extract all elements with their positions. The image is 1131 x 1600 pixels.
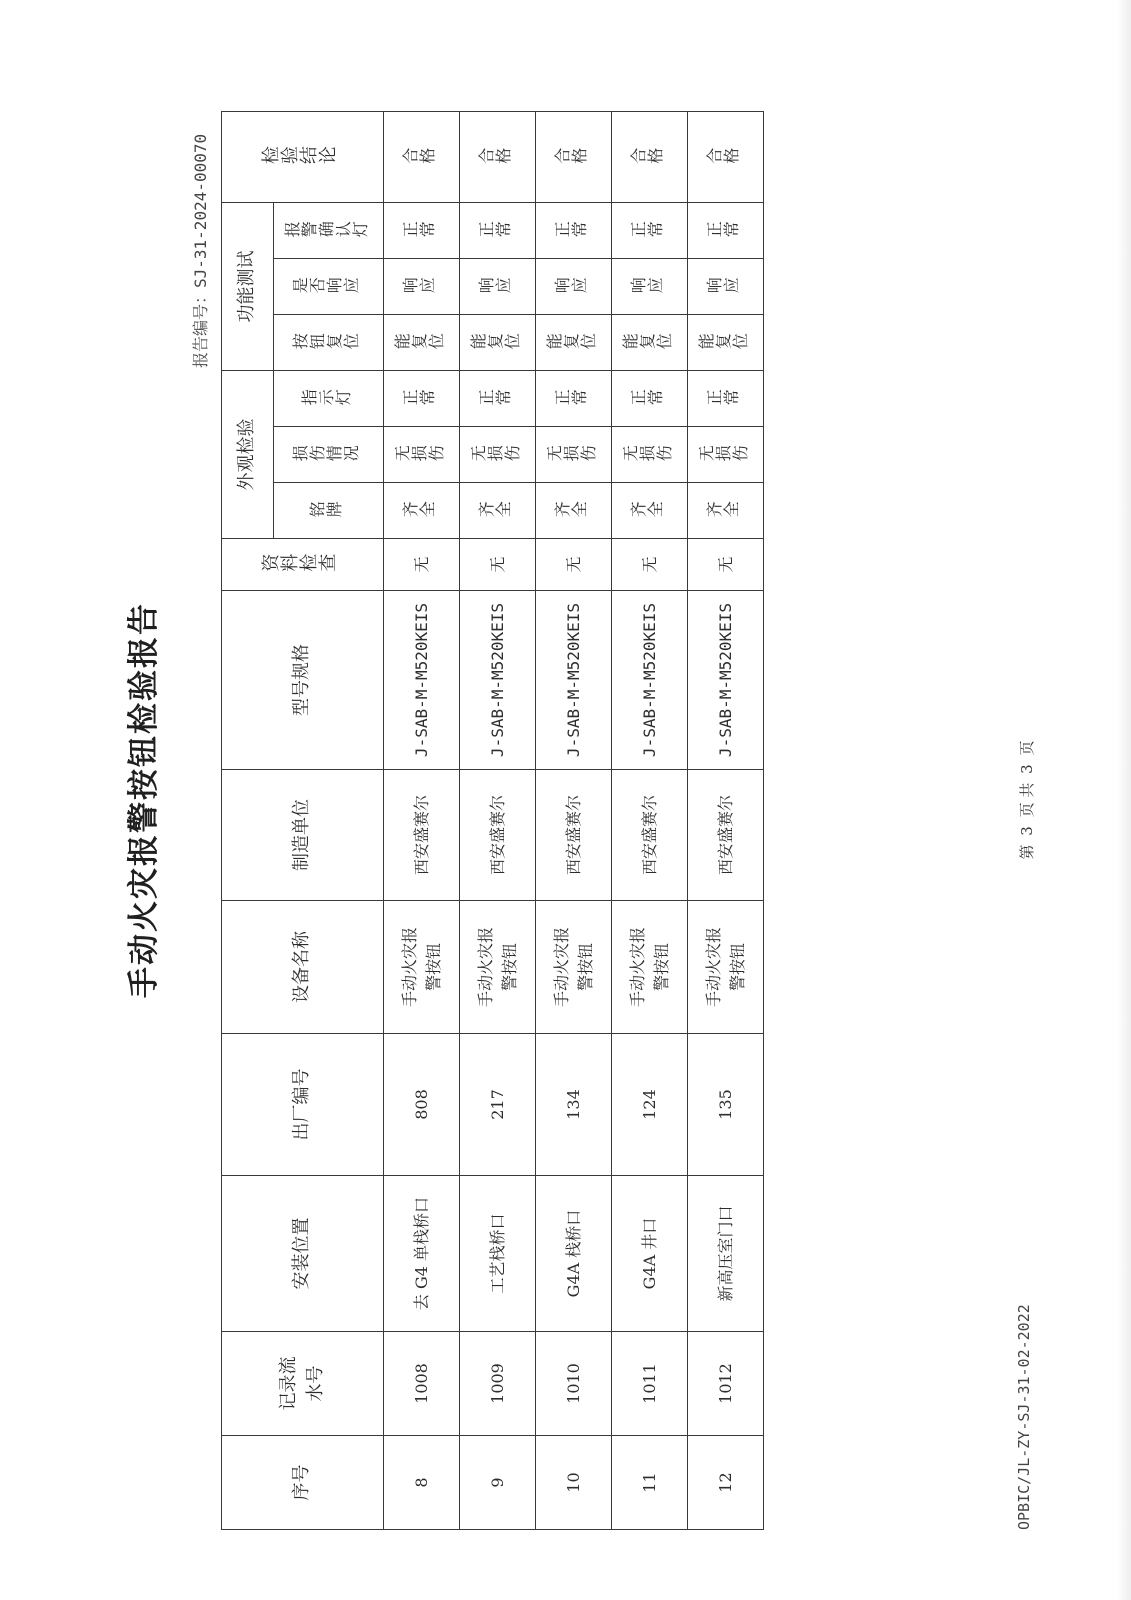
cell-record-no: 1010 xyxy=(536,1332,612,1436)
footer-total: 3 xyxy=(1018,764,1036,774)
table-row xyxy=(384,112,460,1530)
document-code: OPBIC/JL-ZY-SJ-31-02-2022 xyxy=(1015,1304,1033,1530)
header-model: 型号规格 xyxy=(222,591,384,770)
cell-manufacturer: 西安盛赛尔 xyxy=(384,770,460,901)
cell-response: 响应 xyxy=(612,259,688,315)
cell-manufacturer: 西安盛赛尔 xyxy=(688,770,764,901)
cell-model: J-SAB-M-M520KEIS xyxy=(536,591,612,770)
header-row-1 xyxy=(222,112,274,1530)
cell-docs: 无 xyxy=(688,539,764,591)
header-response: 是否响应 xyxy=(274,259,384,315)
cell-record-no: 1011 xyxy=(612,1332,688,1436)
cell-seq: 9 xyxy=(460,1436,536,1530)
cell-device-name: 手动火灾报警按钮 xyxy=(612,901,688,1034)
cell-nameplate: 齐全 xyxy=(688,483,764,539)
footer-mid: 页 共 xyxy=(1018,782,1036,818)
header-function: 功能测试 xyxy=(222,203,274,371)
cell-model: J-SAB-M-M520KEIS xyxy=(688,591,764,770)
cell-indicator: 正常 xyxy=(536,371,612,427)
cell-btn-reset: 能复位 xyxy=(688,315,764,371)
cell-factory-no: 124 xyxy=(612,1034,688,1176)
cell-indicator: 正常 xyxy=(612,371,688,427)
cell-indicator: 正常 xyxy=(384,371,460,427)
cell-device-name: 手动火灾报警按钮 xyxy=(460,901,536,1034)
cell-confirm-light: 正常 xyxy=(384,203,460,259)
header-nameplate: 铭牌 xyxy=(274,483,384,539)
cell-btn-reset: 能复位 xyxy=(460,315,536,371)
cell-manufacturer: 西安盛赛尔 xyxy=(460,770,536,901)
cell-docs: 无 xyxy=(612,539,688,591)
report-number-label: 报告编号： xyxy=(191,287,210,368)
header-seq: 序号 xyxy=(222,1436,384,1530)
cell-response: 响应 xyxy=(536,259,612,315)
header-manufacturer: 制造单位 xyxy=(222,770,384,901)
header-damage: 损伤情况 xyxy=(274,427,384,483)
cell-docs: 无 xyxy=(460,539,536,591)
header-record-no: 记录流水号 xyxy=(222,1332,384,1436)
cell-response: 响应 xyxy=(688,259,764,315)
cell-indicator: 正常 xyxy=(460,371,536,427)
cell-btn-reset: 能复位 xyxy=(612,315,688,371)
footer-page: 3 xyxy=(1018,826,1036,836)
inspection-table xyxy=(221,111,764,1530)
header-appearance: 外观检验 xyxy=(222,371,274,539)
cell-conclusion: 合格 xyxy=(384,112,460,203)
cell-factory-no: 134 xyxy=(536,1034,612,1176)
cell-conclusion: 合格 xyxy=(612,112,688,203)
cell-location: 新高压室门口 xyxy=(688,1176,764,1332)
cell-damage: 无损伤 xyxy=(688,427,764,483)
cell-factory-no: 808 xyxy=(384,1034,460,1176)
footer-suffix: 页 xyxy=(1018,740,1036,756)
cell-response: 响应 xyxy=(460,259,536,315)
report-number xyxy=(188,134,211,368)
cell-model: J-SAB-M-M520KEIS xyxy=(460,591,536,770)
header-indicator: 指示灯 xyxy=(274,371,384,427)
cell-seq: 10 xyxy=(536,1436,612,1530)
page-footer xyxy=(1016,0,1037,1600)
header-device-name: 设备名称 xyxy=(222,901,384,1034)
cell-btn-reset: 能复位 xyxy=(536,315,612,371)
cell-location: G4A 井口 xyxy=(612,1176,688,1332)
cell-record-no: 1009 xyxy=(460,1332,536,1436)
cell-indicator: 正常 xyxy=(688,371,764,427)
cell-manufacturer: 西安盛赛尔 xyxy=(536,770,612,901)
cell-location: G4A 栈桥口 xyxy=(536,1176,612,1332)
cell-location: 去 G4 单栈桥口 xyxy=(384,1176,460,1332)
cell-factory-no: 135 xyxy=(688,1034,764,1176)
cell-device-name: 手动火灾报警按钮 xyxy=(384,901,460,1034)
cell-damage: 无损伤 xyxy=(536,427,612,483)
cell-seq: 8 xyxy=(384,1436,460,1530)
cell-model: J-SAB-M-M520KEIS xyxy=(612,591,688,770)
header-conclusion: 检验结论 xyxy=(222,112,384,203)
cell-record-no: 1008 xyxy=(384,1332,460,1436)
cell-device-name: 手动火灾报警按钮 xyxy=(536,901,612,1034)
cell-damage: 无损伤 xyxy=(384,427,460,483)
report-number-value: SJ-31-2024-00070 xyxy=(191,133,210,288)
header-factory-no: 出厂编号 xyxy=(222,1034,384,1176)
cell-docs: 无 xyxy=(384,539,460,591)
cell-seq: 12 xyxy=(688,1436,764,1530)
cell-device-name: 手动火灾报警按钮 xyxy=(688,901,764,1034)
cell-conclusion: 合格 xyxy=(460,112,536,203)
cell-confirm-light: 正常 xyxy=(536,203,612,259)
cell-confirm-light: 正常 xyxy=(612,203,688,259)
table-row xyxy=(688,112,764,1530)
table-row xyxy=(460,112,536,1530)
cell-confirm-light: 正常 xyxy=(460,203,536,259)
header-location: 安装位置 xyxy=(222,1176,384,1332)
table-row xyxy=(612,112,688,1530)
cell-conclusion: 合格 xyxy=(688,112,764,203)
cell-confirm-light: 正常 xyxy=(688,203,764,259)
cell-damage: 无损伤 xyxy=(612,427,688,483)
cell-response: 响应 xyxy=(384,259,460,315)
cell-nameplate: 齐全 xyxy=(384,483,460,539)
header-btn-reset: 按钮复位 xyxy=(274,315,384,371)
cell-record-no: 1012 xyxy=(688,1332,764,1436)
cell-nameplate: 齐全 xyxy=(612,483,688,539)
cell-btn-reset: 能复位 xyxy=(384,315,460,371)
cell-nameplate: 齐全 xyxy=(536,483,612,539)
cell-conclusion: 合格 xyxy=(536,112,612,203)
header-docs: 资料检查 xyxy=(222,539,384,591)
cell-location: 工艺栈桥口 xyxy=(460,1176,536,1332)
page-title: 手动火灾报警按钮检验报告 xyxy=(126,602,162,998)
cell-damage: 无损伤 xyxy=(460,427,536,483)
header-confirm-light: 报警确认灯 xyxy=(274,203,384,259)
table-row xyxy=(536,112,612,1530)
footer-prefix: 第 xyxy=(1018,844,1036,860)
cell-nameplate: 齐全 xyxy=(460,483,536,539)
cell-manufacturer: 西安盛赛尔 xyxy=(612,770,688,901)
cell-seq: 11 xyxy=(612,1436,688,1530)
cell-docs: 无 xyxy=(536,539,612,591)
cell-model: J-SAB-M-M520KEIS xyxy=(384,591,460,770)
cell-factory-no: 217 xyxy=(460,1034,536,1176)
